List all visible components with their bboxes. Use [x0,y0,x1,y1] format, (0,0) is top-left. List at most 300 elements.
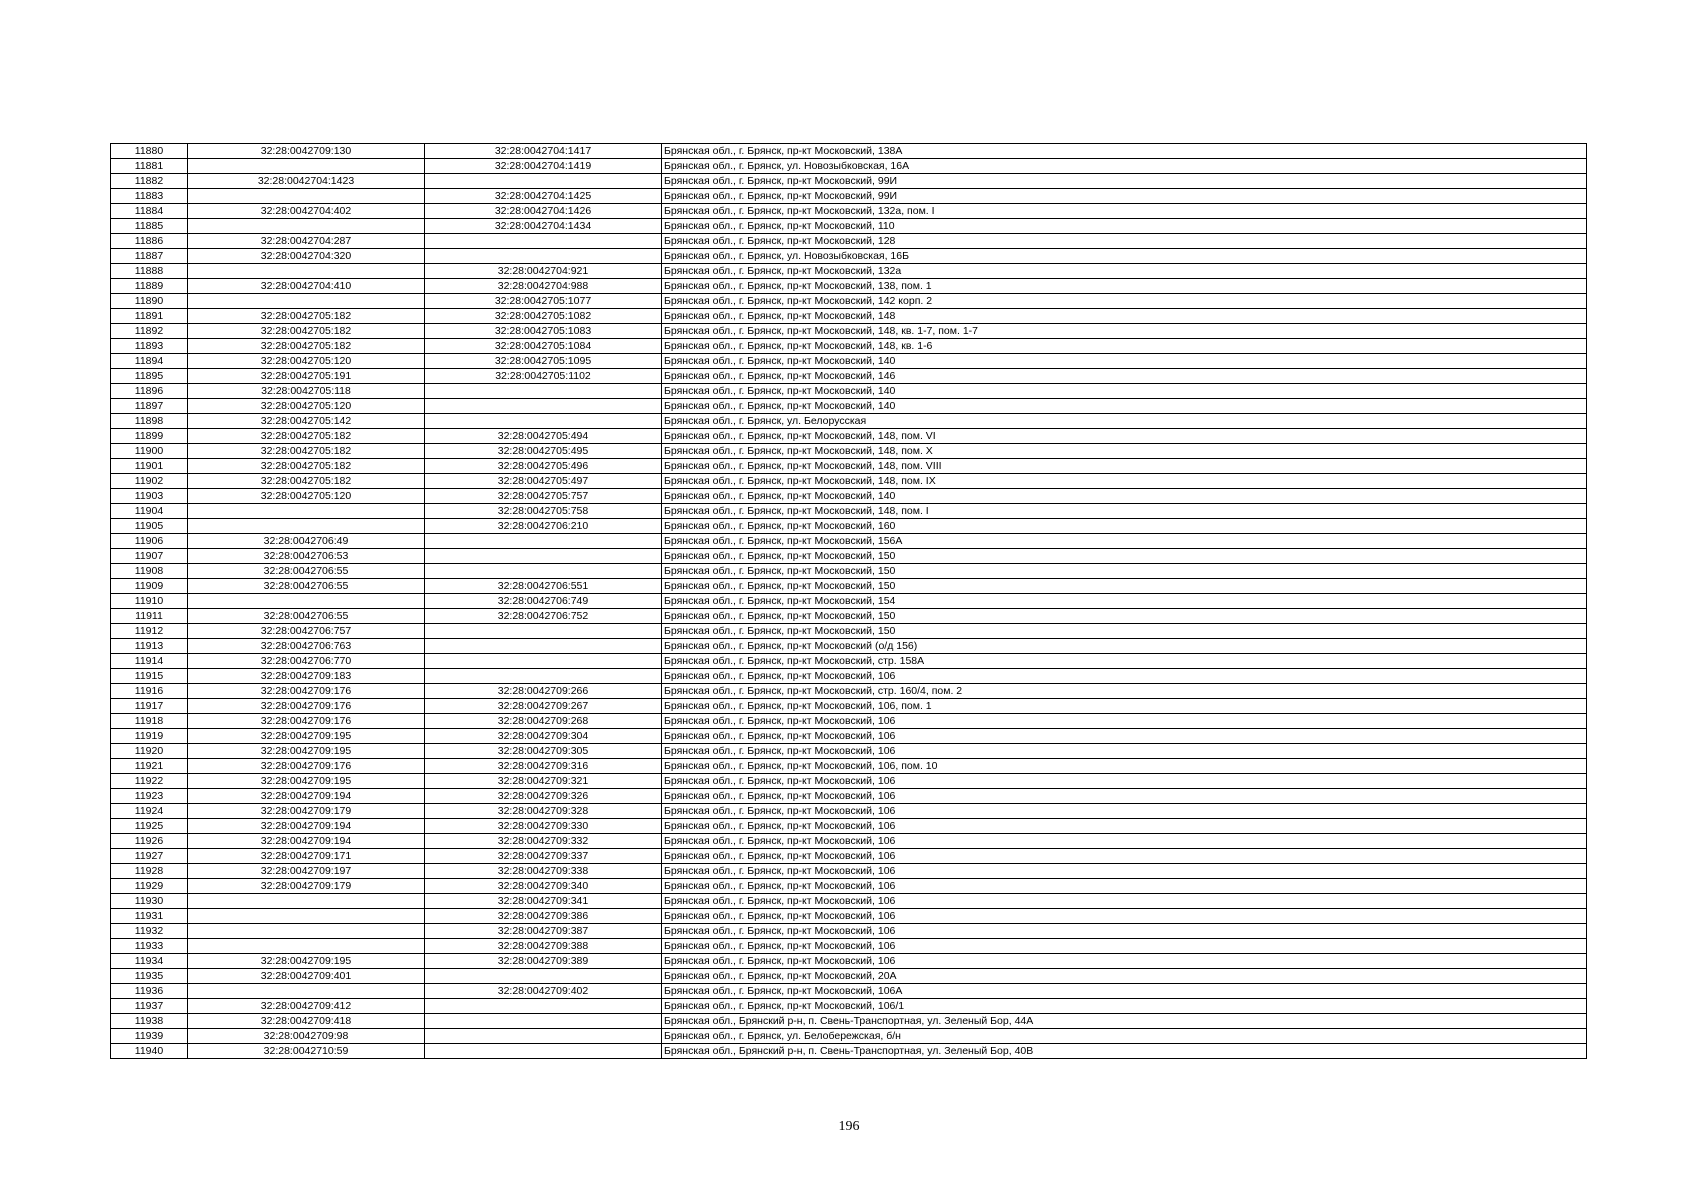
row-number-cell: 11933 [111,939,188,954]
land-cadastral-number-cell: 32:28:0042704:402 [188,204,425,219]
building-cadastral-number-cell: 32:28:0042704:988 [425,279,662,294]
table-row [111,969,1587,984]
address-cell: Брянская обл., Брянский р-н, п. Свень-Транспортная, ул. Зеленый Бор, 44А [662,1014,1587,1029]
row-number-cell: 11916 [111,684,188,699]
building-cadastral-number-cell [425,1029,662,1044]
land-cadastral-number-cell: 32:28:0042709:183 [188,669,425,684]
table-row [111,744,1587,759]
table-row [111,579,1587,594]
land-cadastral-number-cell: 32:28:0042709:194 [188,789,425,804]
land-cadastral-number-cell: 32:28:0042709:401 [188,969,425,984]
address-cell: Брянская обл., г. Брянск, пр-кт Московский, 99И [662,174,1587,189]
land-cadastral-number-cell: 32:28:0042709:179 [188,804,425,819]
row-number-cell: 11882 [111,174,188,189]
address-cell: Брянская обл., г. Брянск, пр-кт Московский, 106 [662,849,1587,864]
building-cadastral-number-cell: 32:28:0042704:1419 [425,159,662,174]
table-row [111,384,1587,399]
building-cadastral-number-cell: 32:28:0042709:388 [425,939,662,954]
land-cadastral-number-cell: 32:28:0042705:182 [188,459,425,474]
table-row [111,294,1587,309]
address-cell: Брянская обл., г. Брянск, пр-кт Московский, 106 [662,894,1587,909]
row-number-cell: 11931 [111,909,188,924]
building-cadastral-number-cell: 32:28:0042705:497 [425,474,662,489]
row-number-cell: 11910 [111,594,188,609]
address-cell: Брянская обл., г. Брянск, пр-кт Московский, 106 [662,954,1587,969]
address-cell: Брянская обл., г. Брянск, пр-кт Московский (о/д 156) [662,639,1587,654]
address-cell: Брянская обл., г. Брянск, пр-кт Московский, 106 [662,834,1587,849]
address-cell: Брянская обл., г. Брянск, пр-кт Московский, 148, пом. I [662,504,1587,519]
land-cadastral-number-cell: 32:28:0042706:55 [188,564,425,579]
row-number-cell: 11904 [111,504,188,519]
building-cadastral-number-cell [425,399,662,414]
table-row [111,399,1587,414]
building-cadastral-number-cell: 32:28:0042704:1426 [425,204,662,219]
land-cadastral-number-cell: 32:28:0042705:120 [188,489,425,504]
row-number-cell: 11901 [111,459,188,474]
table-row [111,609,1587,624]
table-row [111,954,1587,969]
building-cadastral-number-cell: 32:28:0042709:267 [425,699,662,714]
table-row [111,1029,1587,1044]
building-cadastral-number-cell: 32:28:0042709:266 [425,684,662,699]
address-cell: Брянская обл., г. Брянск, пр-кт Московский, 150 [662,564,1587,579]
table-row [111,804,1587,819]
land-cadastral-number-cell: 32:28:0042706:49 [188,534,425,549]
land-cadastral-number-cell: 32:28:0042705:182 [188,429,425,444]
row-number-cell: 11908 [111,564,188,579]
table-row [111,924,1587,939]
building-cadastral-number-cell [425,639,662,654]
land-cadastral-number-cell [188,909,425,924]
building-cadastral-number-cell [425,654,662,669]
building-cadastral-number-cell: 32:28:0042706:752 [425,609,662,624]
row-number-cell: 11921 [111,759,188,774]
address-cell: Брянская обл., г. Брянск, пр-кт Московский, 150 [662,609,1587,624]
address-cell: Брянская обл., г. Брянск, пр-кт Московский, 128 [662,234,1587,249]
building-cadastral-number-cell: 32:28:0042704:1425 [425,189,662,204]
building-cadastral-number-cell: 32:28:0042705:1077 [425,294,662,309]
building-cadastral-number-cell: 32:28:0042709:337 [425,849,662,864]
table-row [111,654,1587,669]
land-cadastral-number-cell: 32:28:0042704:410 [188,279,425,294]
table-row [111,219,1587,234]
table-row [111,249,1587,264]
table-row [111,414,1587,429]
building-cadastral-number-cell: 32:28:0042705:1095 [425,354,662,369]
row-number-cell: 11938 [111,1014,188,1029]
table-row [111,834,1587,849]
table-row [111,894,1587,909]
row-number-cell: 11903 [111,489,188,504]
land-cadastral-number-cell: 32:28:0042706:55 [188,579,425,594]
table-row [111,309,1587,324]
land-cadastral-number-cell: 32:28:0042705:118 [188,384,425,399]
address-cell: Брянская обл., г. Брянск, пр-кт Московский, 106/1 [662,999,1587,1014]
land-cadastral-number-cell [188,594,425,609]
land-cadastral-number-cell: 32:28:0042709:179 [188,879,425,894]
building-cadastral-number-cell [425,249,662,264]
land-cadastral-number-cell: 32:28:0042705:182 [188,444,425,459]
address-cell: Брянская обл., г. Брянск, пр-кт Московский, 106 [662,774,1587,789]
land-cadastral-number-cell [188,264,425,279]
address-cell: Брянская обл., г. Брянск, пр-кт Московский, 20А [662,969,1587,984]
row-number-cell: 11929 [111,879,188,894]
land-cadastral-number-cell [188,294,425,309]
building-cadastral-number-cell: 32:28:0042706:551 [425,579,662,594]
row-number-cell: 11892 [111,324,188,339]
address-cell: Брянская обл., г. Брянск, пр-кт Московский, 106, пом. 1 [662,699,1587,714]
row-number-cell: 11881 [111,159,188,174]
address-cell: Брянская обл., г. Брянск, пр-кт Московский, 150 [662,549,1587,564]
table-row [111,369,1587,384]
address-cell: Брянская обл., г. Брянск, пр-кт Московский, 106 [662,909,1587,924]
table-row [111,594,1587,609]
address-cell: Брянская обл., г. Брянск, пр-кт Московский, 148 [662,309,1587,324]
address-cell: Брянская обл., г. Брянск, пр-кт Московский, стр. 160/4, пом. 2 [662,684,1587,699]
building-cadastral-number-cell [425,1044,662,1059]
land-cadastral-number-cell: 32:28:0042704:1423 [188,174,425,189]
land-cadastral-number-cell: 32:28:0042709:412 [188,999,425,1014]
address-cell: Брянская обл., г. Брянск, ул. Белобережская, б/н [662,1029,1587,1044]
table-row [111,819,1587,834]
land-cadastral-number-cell: 32:28:0042705:191 [188,369,425,384]
address-cell: Брянская обл., г. Брянск, пр-кт Московский, 140 [662,489,1587,504]
land-cadastral-number-cell: 32:28:0042709:176 [188,684,425,699]
table-row [111,444,1587,459]
table-row [111,279,1587,294]
address-cell: Брянская обл., г. Брянск, пр-кт Московский, 160 [662,519,1587,534]
building-cadastral-number-cell: 32:28:0042709:341 [425,894,662,909]
row-number-cell: 11880 [111,144,188,159]
land-cadastral-number-cell: 32:28:0042709:176 [188,714,425,729]
table-row [111,324,1587,339]
building-cadastral-number-cell: 32:28:0042709:304 [425,729,662,744]
building-cadastral-number-cell: 32:28:0042709:338 [425,864,662,879]
land-cadastral-number-cell: 32:28:0042709:197 [188,864,425,879]
building-cadastral-number-cell: 32:28:0042709:326 [425,789,662,804]
table-row [111,339,1587,354]
address-cell: Брянская обл., г. Брянск, пр-кт Московский, 106, пом. 10 [662,759,1587,774]
row-number-cell: 11902 [111,474,188,489]
address-cell: Брянская обл., г. Брянск, ул. Белорусская [662,414,1587,429]
row-number-cell: 11888 [111,264,188,279]
land-cadastral-number-cell [188,159,425,174]
row-number-cell: 11927 [111,849,188,864]
row-number-cell: 11896 [111,384,188,399]
land-cadastral-number-cell: 32:28:0042709:194 [188,819,425,834]
building-cadastral-number-cell [425,549,662,564]
table-row [111,459,1587,474]
land-cadastral-number-cell: 32:28:0042710:59 [188,1044,425,1059]
row-number-cell: 11909 [111,579,188,594]
address-cell: Брянская обл., г. Брянск, пр-кт Московский, 150 [662,624,1587,639]
land-cadastral-number-cell: 32:28:0042706:770 [188,654,425,669]
land-cadastral-number-cell [188,504,425,519]
table-row [111,789,1587,804]
table-row [111,639,1587,654]
land-cadastral-number-cell [188,894,425,909]
row-number-cell: 11894 [111,354,188,369]
table-row [111,474,1587,489]
row-number-cell: 11907 [111,549,188,564]
address-cell: Брянская обл., Брянский р-н, п. Свень-Транспортная, ул. Зеленый Бор, 40В [662,1044,1587,1059]
building-cadastral-number-cell [425,999,662,1014]
row-number-cell: 11924 [111,804,188,819]
land-cadastral-number-cell: 32:28:0042705:142 [188,414,425,429]
building-cadastral-number-cell: 32:28:0042709:402 [425,984,662,999]
address-cell: Брянская обл., г. Брянск, пр-кт Московский, 148, пом. X [662,444,1587,459]
building-cadastral-number-cell: 32:28:0042709:328 [425,804,662,819]
land-cadastral-number-cell: 32:28:0042705:182 [188,324,425,339]
address-cell: Брянская обл., г. Брянск, пр-кт Московский, 140 [662,384,1587,399]
land-cadastral-number-cell: 32:28:0042705:120 [188,354,425,369]
row-number-cell: 11906 [111,534,188,549]
land-cadastral-number-cell: 32:28:0042705:120 [188,399,425,414]
building-cadastral-number-cell: 32:28:0042709:321 [425,774,662,789]
table-row [111,519,1587,534]
land-cadastral-number-cell: 32:28:0042709:171 [188,849,425,864]
land-cadastral-number-cell [188,939,425,954]
building-cadastral-number-cell: 32:28:0042705:1082 [425,309,662,324]
row-number-cell: 11937 [111,999,188,1014]
table-row [111,564,1587,579]
row-number-cell: 11897 [111,399,188,414]
address-cell: Брянская обл., г. Брянск, пр-кт Московский, 132а [662,264,1587,279]
table-row [111,879,1587,894]
land-cadastral-number-cell [188,984,425,999]
table-row [111,849,1587,864]
table-row [111,939,1587,954]
row-number-cell: 11889 [111,279,188,294]
building-cadastral-number-cell: 32:28:0042705:1084 [425,339,662,354]
address-cell: Брянская обл., г. Брянск, пр-кт Московский, 148, пом. VIII [662,459,1587,474]
building-cadastral-number-cell: 32:28:0042706:749 [425,594,662,609]
address-cell: Брянская обл., г. Брянск, пр-кт Московский, 140 [662,399,1587,414]
land-cadastral-number-cell: 32:28:0042709:195 [188,744,425,759]
building-cadastral-number-cell: 32:28:0042705:757 [425,489,662,504]
address-cell: Брянская обл., г. Брянск, пр-кт Московский, 138, пом. 1 [662,279,1587,294]
building-cadastral-number-cell: 32:28:0042709:332 [425,834,662,849]
address-cell: Брянская обл., г. Брянск, пр-кт Московский, 156А [662,534,1587,549]
building-cadastral-number-cell: 32:28:0042704:1417 [425,144,662,159]
address-cell: Брянская обл., г. Брянск, ул. Новозыбковская, 16Б [662,249,1587,264]
land-cadastral-number-cell: 32:28:0042709:98 [188,1029,425,1044]
address-cell: Брянская обл., г. Брянск, пр-кт Московский, 154 [662,594,1587,609]
building-cadastral-number-cell [425,669,662,684]
table-row [111,549,1587,564]
row-number-cell: 11918 [111,714,188,729]
building-cadastral-number-cell [425,174,662,189]
table-row [111,489,1587,504]
address-cell: Брянская обл., г. Брянск, пр-кт Московский, 148, пом. VI [662,429,1587,444]
building-cadastral-number-cell: 32:28:0042705:496 [425,459,662,474]
row-number-cell: 11935 [111,969,188,984]
address-cell: Брянская обл., г. Брянск, пр-кт Московский, 138А [662,144,1587,159]
building-cadastral-number-cell [425,969,662,984]
table-row [111,909,1587,924]
building-cadastral-number-cell: 32:28:0042706:210 [425,519,662,534]
address-cell: Брянская обл., г. Брянск, пр-кт Московский, 142 корп. 2 [662,294,1587,309]
table-row [111,1014,1587,1029]
land-cadastral-number-cell: 32:28:0042709:176 [188,699,425,714]
address-cell: Брянская обл., г. Брянск, пр-кт Московский, 106 [662,729,1587,744]
building-cadastral-number-cell [425,384,662,399]
land-cadastral-number-cell [188,219,425,234]
address-cell: Брянская обл., г. Брянск, пр-кт Московский, 106 [662,669,1587,684]
row-number-cell: 11887 [111,249,188,264]
row-number-cell: 11923 [111,789,188,804]
table-row [111,1044,1587,1059]
table-row [111,174,1587,189]
land-cadastral-number-cell [188,519,425,534]
address-cell: Брянская обл., г. Брянск, пр-кт Московский, 148, кв. 1-7, пом. 1-7 [662,324,1587,339]
row-number-cell: 11930 [111,894,188,909]
land-cadastral-number-cell: 32:28:0042705:182 [188,339,425,354]
row-number-cell: 11895 [111,369,188,384]
table-row [111,189,1587,204]
table-row [111,429,1587,444]
table-row [111,234,1587,249]
row-number-cell: 11883 [111,189,188,204]
table-row [111,504,1587,519]
land-cadastral-number-cell: 32:28:0042704:287 [188,234,425,249]
address-cell: Брянская обл., г. Брянск, пр-кт Московский, 106 [662,924,1587,939]
land-cadastral-number-cell: 32:28:0042709:195 [188,774,425,789]
row-number-cell: 11900 [111,444,188,459]
address-cell: Брянская обл., г. Брянск, пр-кт Московский, 140 [662,354,1587,369]
land-cadastral-number-cell: 32:28:0042706:763 [188,639,425,654]
address-cell: Брянская обл., г. Брянск, пр-кт Московский, 106 [662,714,1587,729]
registry-table [110,143,1587,1059]
row-number-cell: 11925 [111,819,188,834]
address-cell: Брянская обл., г. Брянск, пр-кт Московский, 99И [662,189,1587,204]
row-number-cell: 11932 [111,924,188,939]
row-number-cell: 11917 [111,699,188,714]
registry-table-body [111,144,1587,1059]
address-cell: Брянская обл., г. Брянск, пр-кт Московский, 106А [662,984,1587,999]
row-number-cell: 11926 [111,834,188,849]
table-row [111,984,1587,999]
address-cell: Брянская обл., г. Брянск, ул. Новозыбковская, 16А [662,159,1587,174]
row-number-cell: 11928 [111,864,188,879]
land-cadastral-number-cell: 32:28:0042706:53 [188,549,425,564]
land-cadastral-number-cell: 32:28:0042709:195 [188,954,425,969]
address-cell: Брянская обл., г. Брянск, пр-кт Московский, 146 [662,369,1587,384]
row-number-cell: 11891 [111,309,188,324]
row-number-cell: 11884 [111,204,188,219]
land-cadastral-number-cell: 32:28:0042709:176 [188,759,425,774]
row-number-cell: 11934 [111,954,188,969]
table-row [111,699,1587,714]
address-cell: Брянская обл., г. Брянск, пр-кт Московский, 148, кв. 1-6 [662,339,1587,354]
land-cadastral-number-cell: 32:28:0042706:55 [188,609,425,624]
table-row [111,729,1587,744]
table-row [111,264,1587,279]
table-row [111,624,1587,639]
land-cadastral-number-cell: 32:28:0042709:418 [188,1014,425,1029]
building-cadastral-number-cell [425,624,662,639]
building-cadastral-number-cell [425,414,662,429]
row-number-cell: 11912 [111,624,188,639]
row-number-cell: 11905 [111,519,188,534]
address-cell: Брянская обл., г. Брянск, пр-кт Московский, 106 [662,819,1587,834]
table-row [111,774,1587,789]
table-row [111,669,1587,684]
building-cadastral-number-cell: 32:28:0042705:1102 [425,369,662,384]
address-cell: Брянская обл., г. Брянск, пр-кт Московский, 106 [662,864,1587,879]
address-cell: Брянская обл., г. Брянск, пр-кт Московский, 148, пом. IX [662,474,1587,489]
row-number-cell: 11920 [111,744,188,759]
address-cell: Брянская обл., г. Брянск, пр-кт Московский, 106 [662,789,1587,804]
table-row [111,159,1587,174]
address-cell: Брянская обл., г. Брянск, пр-кт Московский, 150 [662,579,1587,594]
building-cadastral-number-cell: 32:28:0042705:1083 [425,324,662,339]
land-cadastral-number-cell: 32:28:0042705:182 [188,474,425,489]
address-cell: Брянская обл., г. Брянск, пр-кт Московский, 106 [662,744,1587,759]
row-number-cell: 11915 [111,669,188,684]
land-cadastral-number-cell: 32:28:0042704:320 [188,249,425,264]
building-cadastral-number-cell [425,564,662,579]
land-cadastral-number-cell [188,924,425,939]
row-number-cell: 11913 [111,639,188,654]
building-cadastral-number-cell: 32:28:0042709:386 [425,909,662,924]
address-cell: Брянская обл., г. Брянск, пр-кт Московский, 106 [662,939,1587,954]
row-number-cell: 11899 [111,429,188,444]
row-number-cell: 11886 [111,234,188,249]
table-row [111,999,1587,1014]
building-cadastral-number-cell: 32:28:0042704:1434 [425,219,662,234]
land-cadastral-number-cell: 32:28:0042705:182 [188,309,425,324]
table-row [111,684,1587,699]
building-cadastral-number-cell: 32:28:0042709:316 [425,759,662,774]
address-cell: Брянская обл., г. Брянск, пр-кт Московский, 106 [662,879,1587,894]
row-number-cell: 11939 [111,1029,188,1044]
land-cadastral-number-cell: 32:28:0042709:195 [188,729,425,744]
building-cadastral-number-cell: 32:28:0042704:921 [425,264,662,279]
land-cadastral-number-cell [188,189,425,204]
building-cadastral-number-cell [425,234,662,249]
row-number-cell: 11890 [111,294,188,309]
land-cadastral-number-cell: 32:28:0042709:194 [188,834,425,849]
address-cell: Брянская обл., г. Брянск, пр-кт Московский, стр. 158А [662,654,1587,669]
building-cadastral-number-cell: 32:28:0042705:758 [425,504,662,519]
row-number-cell: 11898 [111,414,188,429]
address-cell: Брянская обл., г. Брянск, пр-кт Московский, 132а, пом. I [662,204,1587,219]
row-number-cell: 11936 [111,984,188,999]
page-number: 196 [838,1119,860,1134]
building-cadastral-number-cell: 32:28:0042709:389 [425,954,662,969]
building-cadastral-number-cell: 32:28:0042709:387 [425,924,662,939]
land-cadastral-number-cell: 32:28:0042706:757 [188,624,425,639]
address-cell: Брянская обл., г. Брянск, пр-кт Московский, 110 [662,219,1587,234]
row-number-cell: 11940 [111,1044,188,1059]
row-number-cell: 11919 [111,729,188,744]
building-cadastral-number-cell: 32:28:0042709:305 [425,744,662,759]
table-row [111,759,1587,774]
row-number-cell: 11914 [111,654,188,669]
table-row [111,204,1587,219]
row-number-cell: 11911 [111,609,188,624]
building-cadastral-number-cell [425,1014,662,1029]
building-cadastral-number-cell [425,534,662,549]
building-cadastral-number-cell: 32:28:0042705:495 [425,444,662,459]
address-cell: Брянская обл., г. Брянск, пр-кт Московский, 106 [662,804,1587,819]
row-number-cell: 11893 [111,339,188,354]
row-number-cell: 11922 [111,774,188,789]
table-row [111,714,1587,729]
table-row [111,144,1587,159]
table-row [111,534,1587,549]
